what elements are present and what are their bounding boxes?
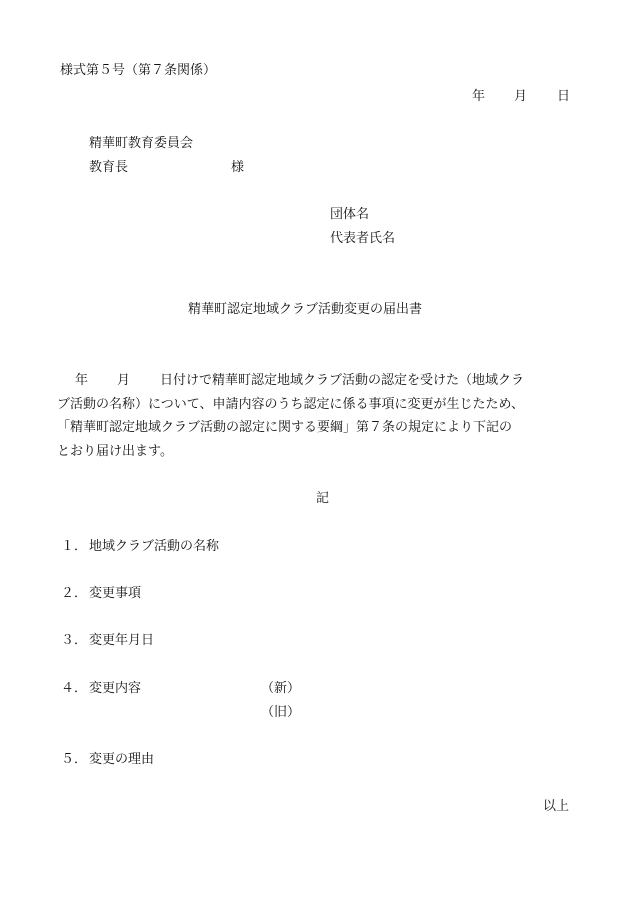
date-day-label: 日	[557, 89, 571, 104]
addressee-title: 教育長	[89, 160, 129, 175]
form-number: 様式第５号（第７条関係）	[60, 63, 217, 78]
group-name-label: 団体名	[330, 207, 370, 222]
body-year: 年	[75, 373, 89, 388]
item-4-number: ４．	[61, 681, 88, 696]
ki-heading: 記	[316, 491, 330, 506]
item-4-label: 変更内容	[89, 681, 142, 696]
closing-remark: 以上	[543, 799, 570, 814]
date-year-label: 年	[472, 89, 486, 104]
addressee-org: 精華町教育委員会	[89, 136, 194, 151]
body-month: 月	[117, 373, 131, 388]
addressee-honorific: 様	[231, 160, 245, 175]
body-line-1: 日付けで精華町認定地域クラブ活動の認定を受けた（地域クラ	[160, 373, 525, 388]
item-4-old-label: （旧）	[261, 705, 301, 720]
item-5-number: ５．	[61, 752, 88, 767]
date-month-label: 月	[514, 89, 528, 104]
body-line-3: 「精華町認定地域クラブ活動の認定に関する要綱」第７条の規定により下記の	[57, 420, 513, 435]
representative-label: 代表者氏名	[330, 231, 396, 246]
item-5-label: 変更の理由	[89, 752, 155, 767]
item-4-new-label: （新）	[261, 681, 301, 696]
item-3-label: 変更年月日	[89, 633, 155, 648]
item-1-number: １．	[61, 539, 88, 554]
body-line-4: とおり届け出ます。	[57, 444, 173, 459]
document-title: 精華町認定地域クラブ活動変更の届出書	[188, 302, 423, 317]
body-line-2: ブ活動の名称）について、申請内容のうち認定に係る事項に変更が生じたため、	[57, 397, 524, 412]
item-2-label: 変更事項	[89, 586, 142, 601]
item-2-number: ２．	[61, 586, 88, 601]
item-3-number: ３．	[61, 633, 88, 648]
item-1-label: 地域クラブ活動の名称	[89, 539, 220, 554]
